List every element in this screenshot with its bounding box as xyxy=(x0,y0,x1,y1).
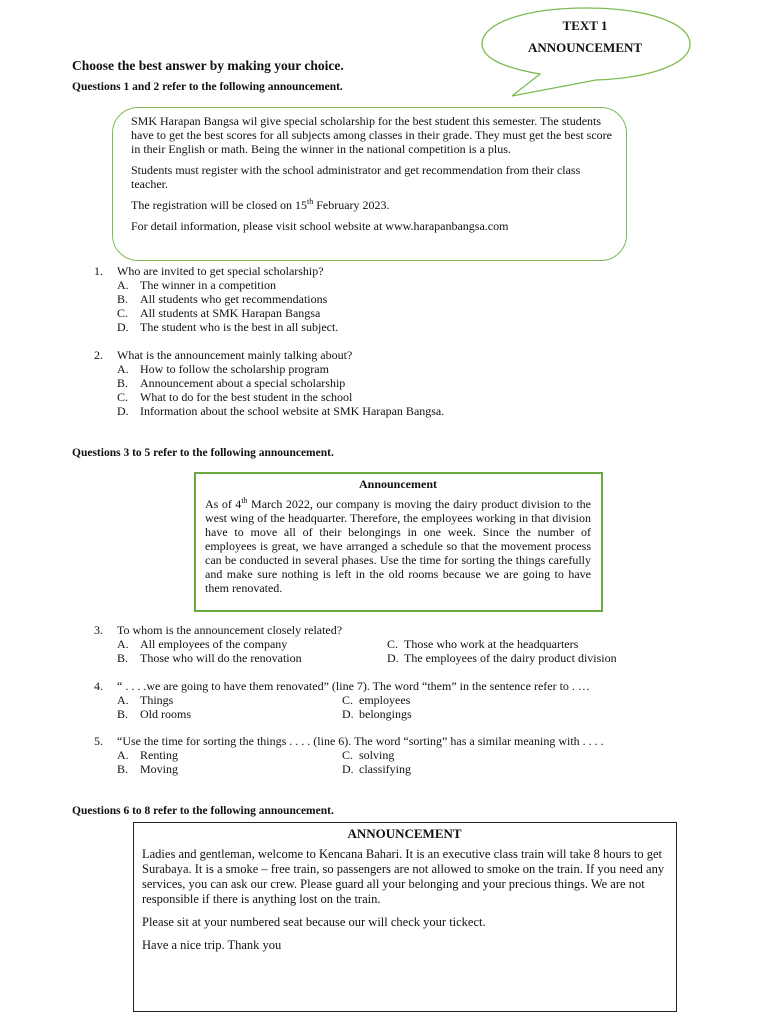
option-text: What to do for the best student in the school xyxy=(140,390,353,404)
option-letter: B. xyxy=(117,292,129,306)
train-paragraph-2: Please sit at your numbered seat because our will check your tickect. xyxy=(142,915,486,929)
question-3-option-b[interactable] xyxy=(117,651,302,666)
question-4-number: 4. xyxy=(94,679,103,693)
question-2-option-a[interactable] xyxy=(117,362,329,377)
question-1-number: 1. xyxy=(94,264,103,278)
question-3-option-d[interactable] xyxy=(387,651,617,666)
option-letter: D. xyxy=(342,707,354,721)
question-3-text: To whom is the announcement closely related? xyxy=(117,623,343,637)
option-letter: B. xyxy=(117,376,129,390)
scholarship-announcement-box xyxy=(112,107,627,261)
section2-reference: Questions 3 to 5 refer to the following announcement. xyxy=(72,447,334,459)
question-3-number: 3. xyxy=(94,623,103,637)
question-5-text: “Use the time for sorting the things . . . . (line 6). The word “sorting” has a similar meaning with . . . . xyxy=(117,734,604,748)
section3-reference: Questions 6 to 8 refer to the following announcement. xyxy=(72,805,334,817)
option-text: The winner in a competition xyxy=(140,278,276,292)
train-announcement-box xyxy=(133,822,677,1012)
question-4-option-c[interactable] xyxy=(342,693,410,708)
option-text: Those who work at the headquarters xyxy=(404,637,579,651)
question-4-option-d[interactable] xyxy=(342,707,412,722)
question-1-option-c[interactable] xyxy=(117,306,320,321)
option-text: classifying xyxy=(359,762,411,776)
company-body-rest: March 2022, our company is moving the dairy product division to the west wing of the headquarter. Therefore, the employees working in that division have to move all of their belongings in one week. Since the number of employees is great, we have arranged a schedule so that the movement process can be conducted in several phases. Use the time for sorting the things carefully and make sure nothing is left in the old rooms because we are going to have them renovated. xyxy=(205,497,591,595)
registration-date-month: February 2023. xyxy=(313,198,390,212)
registration-date-suffix: th xyxy=(306,197,314,206)
option-letter: C. xyxy=(117,390,129,404)
question-4-option-a[interactable] xyxy=(117,693,173,708)
question-1-option-a[interactable] xyxy=(117,278,276,293)
section1-reference: Questions 1 and 2 refer to the following announcement. xyxy=(72,81,343,93)
scholarship-paragraph-3 xyxy=(131,198,614,212)
scholarship-paragraph-1: SMK Harapan Bangsa wil give special scholarship for the best student this semester. The students have to get the best scores for all subjects among classes in their grade. They must get the best score in their English or math. Being the winner in the national competition is a plus. xyxy=(131,114,612,156)
question-5-number: 5. xyxy=(94,734,103,748)
option-letter: B. xyxy=(117,651,129,665)
option-letter: D. xyxy=(387,651,399,665)
option-letter: A. xyxy=(117,637,129,651)
option-text: solving xyxy=(359,748,395,762)
option-letter: C. xyxy=(342,693,354,707)
option-letter: D. xyxy=(342,762,354,776)
instruction-title: Choose the best answer by making your choice. xyxy=(72,58,344,73)
option-text: belongings xyxy=(359,707,412,721)
train-paragraph-1: Ladies and gentleman, welcome to Kencana Bahari. It is an executive class train will take 8 hours to get Surabaya. It is a smoke – free train, so passengers are not allowed to smoke on the train. If you need any services, you can ask our crew. Please guard all your belonging and your precious things. We are not responsible if there is anything lost on the train. xyxy=(142,847,665,906)
option-text: The employees of the dairy product division xyxy=(404,651,617,665)
question-3-option-a[interactable] xyxy=(117,637,287,652)
callout-text-label: TEXT 1 xyxy=(562,18,608,33)
question-2-number: 2. xyxy=(94,348,103,362)
option-text: Old rooms xyxy=(140,707,191,721)
option-text: Information about the school website at SMK Harapan Bangsa. xyxy=(140,404,445,418)
registration-date-text: The registration will be closed on 15 xyxy=(131,198,307,212)
company-body-start: As of 4 xyxy=(205,497,242,511)
option-text: Things xyxy=(140,693,174,707)
option-text: The student who is the best in all subject. xyxy=(140,320,339,334)
option-text: All students at SMK Harapan Bangsa xyxy=(140,306,321,320)
question-4-text: “ . . . .we are going to have them renovated” (line 7). The word “them” in the sentence refer to . … xyxy=(117,679,590,693)
option-letter: C. xyxy=(342,748,354,762)
question-1-option-b[interactable] xyxy=(117,292,327,307)
question-1-option-d[interactable] xyxy=(117,320,338,335)
option-letter: D. xyxy=(117,404,129,418)
question-1-text: Who are invited to get special scholarship? xyxy=(117,264,324,278)
option-text: Moving xyxy=(140,762,179,776)
train-paragraph-3: Have a nice trip. Thank you xyxy=(142,938,282,952)
option-text: All students who get recommendations xyxy=(140,292,328,306)
option-letter: B. xyxy=(117,707,129,721)
option-text: All employees of the company xyxy=(140,637,288,651)
scholarship-paragraph-2: Students must register with the school administrator and get recommendation from their class teacher. xyxy=(131,163,581,191)
option-text: employees xyxy=(359,693,411,707)
question-4-option-b[interactable] xyxy=(117,707,191,722)
scholarship-paragraph-4: For detail information, please visit school website at www.harapanbangsa.com xyxy=(131,219,509,233)
question-3-option-c[interactable] xyxy=(387,637,578,652)
option-letter: C. xyxy=(117,306,129,320)
question-2-option-b[interactable] xyxy=(117,376,345,391)
train-announcement-heading: ANNOUNCEMENT xyxy=(347,826,462,841)
question-2-option-c[interactable] xyxy=(117,390,352,405)
callout-announcement-label: ANNOUNCEMENT xyxy=(527,40,643,55)
question-2-text: What is the announcement mainly talking about? xyxy=(117,348,353,362)
company-announcement-heading: Announcement xyxy=(358,477,437,491)
option-text: Those who will do the renovation xyxy=(140,651,302,665)
question-5-option-b[interactable] xyxy=(117,762,178,777)
option-letter: A. xyxy=(117,693,129,707)
question-5-option-d[interactable] xyxy=(342,762,411,777)
question-5-option-c[interactable] xyxy=(342,748,394,763)
company-announcement-box xyxy=(194,472,603,612)
question-5-option-a[interactable] xyxy=(117,748,178,763)
option-letter: A. xyxy=(117,362,129,376)
option-letter: B. xyxy=(117,762,129,776)
option-text: Renting xyxy=(140,748,178,762)
option-letter: D. xyxy=(117,320,129,334)
company-announcement-body xyxy=(205,497,591,595)
company-body-suffix: th xyxy=(241,496,248,505)
option-letter: A. xyxy=(117,278,129,292)
question-2-option-d[interactable] xyxy=(117,404,444,419)
option-letter: C. xyxy=(387,637,399,651)
option-text: How to follow the scholarship program xyxy=(140,362,329,376)
option-text: Announcement about a special scholarship xyxy=(140,376,346,390)
option-letter: A. xyxy=(117,748,129,762)
